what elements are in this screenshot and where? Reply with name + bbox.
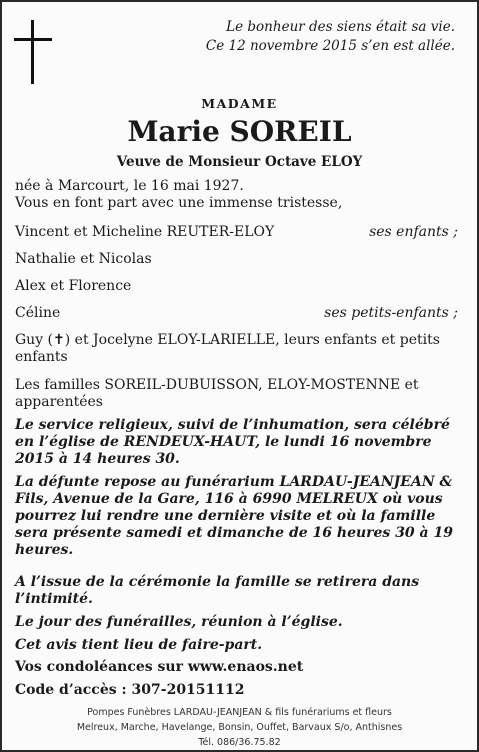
meeting-text: Le jour des funérailles, réunion à l’église. (15, 614, 343, 630)
deceased-name: Marie SOREIL (127, 115, 352, 148)
family-role: ses petits-enfants ; (324, 305, 458, 321)
widow-line: Veuve de Monsieur Octave ELOY (116, 154, 363, 170)
footer-line-3: Tél. 086/36.75.82 (198, 737, 281, 748)
footer-line-2: Melreux, Marche, Havelange, Bonsin, Ouffet, Barvaux S/o, Anthisnes (76, 722, 403, 733)
relatives-eloy: Guy (✝) et Jocelyne ELOY-LARIELLE, leurs enfants et petits enfants (15, 332, 440, 365)
birth-line: née à Marcourt, le 16 mai 1927. (15, 178, 244, 194)
family-row (15, 224, 458, 241)
relatives-families: Les familles SOREIL-DUBUISSON, ELOY-MOSTENNE et apparentées (15, 377, 419, 410)
funeral-home-footer (2, 705, 477, 750)
family-name: Nathalie et Nicolas (15, 251, 152, 267)
family-row (15, 278, 458, 295)
ceremony-text: Le service religieux, suivi de l’inhumation, sera célébré en l’église de RENDEUX-HAUT, le lundi 16 novembre 2015 à 14 heures 30. (15, 417, 450, 467)
notice-text: Cet avis tient lieu de faire-part. (15, 637, 263, 653)
intimacy-text: A l’issue de la cérémonie la famille se retirera dans l’intimité. (15, 574, 420, 607)
honorific-title: MADAME (201, 96, 278, 111)
intro-text (15, 178, 458, 212)
family-row (15, 305, 458, 322)
condolences-text: Vos condoléances sur www.enaos.net (15, 659, 304, 675)
epitaph-quote (206, 18, 455, 56)
family-name: Céline (15, 305, 61, 321)
repose-text: La défunte repose au funérarium LARDAU-JEANJEAN & Fils, Avenue de la Gare, 116 à 6990 MELREUX où vous pourrez lui rendre une dernière visite et où la famille sera présente samedi et dimanche de 16 heures 30 à 19 heures. (15, 474, 453, 558)
family-role: ses enfants ; (369, 224, 458, 240)
footer-line-1: Pompes Funèbres LARDAU-JEANJEAN & fils funérariums et fleurs (87, 707, 392, 718)
family-name: Vincent et Micheline REUTER-ELOY (15, 224, 275, 240)
cross-icon (14, 20, 54, 86)
announcement-line: Vous en font part avec une immense tristesse, (15, 195, 343, 211)
family-name: Alex et Florence (15, 278, 132, 294)
family-row (15, 251, 458, 268)
quote-line-2: Ce 12 novembre 2015 s’en est allée. (205, 38, 455, 54)
quote-line-1: Le bonheur des siens était sa vie. (226, 19, 455, 35)
access-code: Code d’accès : 307-20151112 (15, 682, 245, 698)
